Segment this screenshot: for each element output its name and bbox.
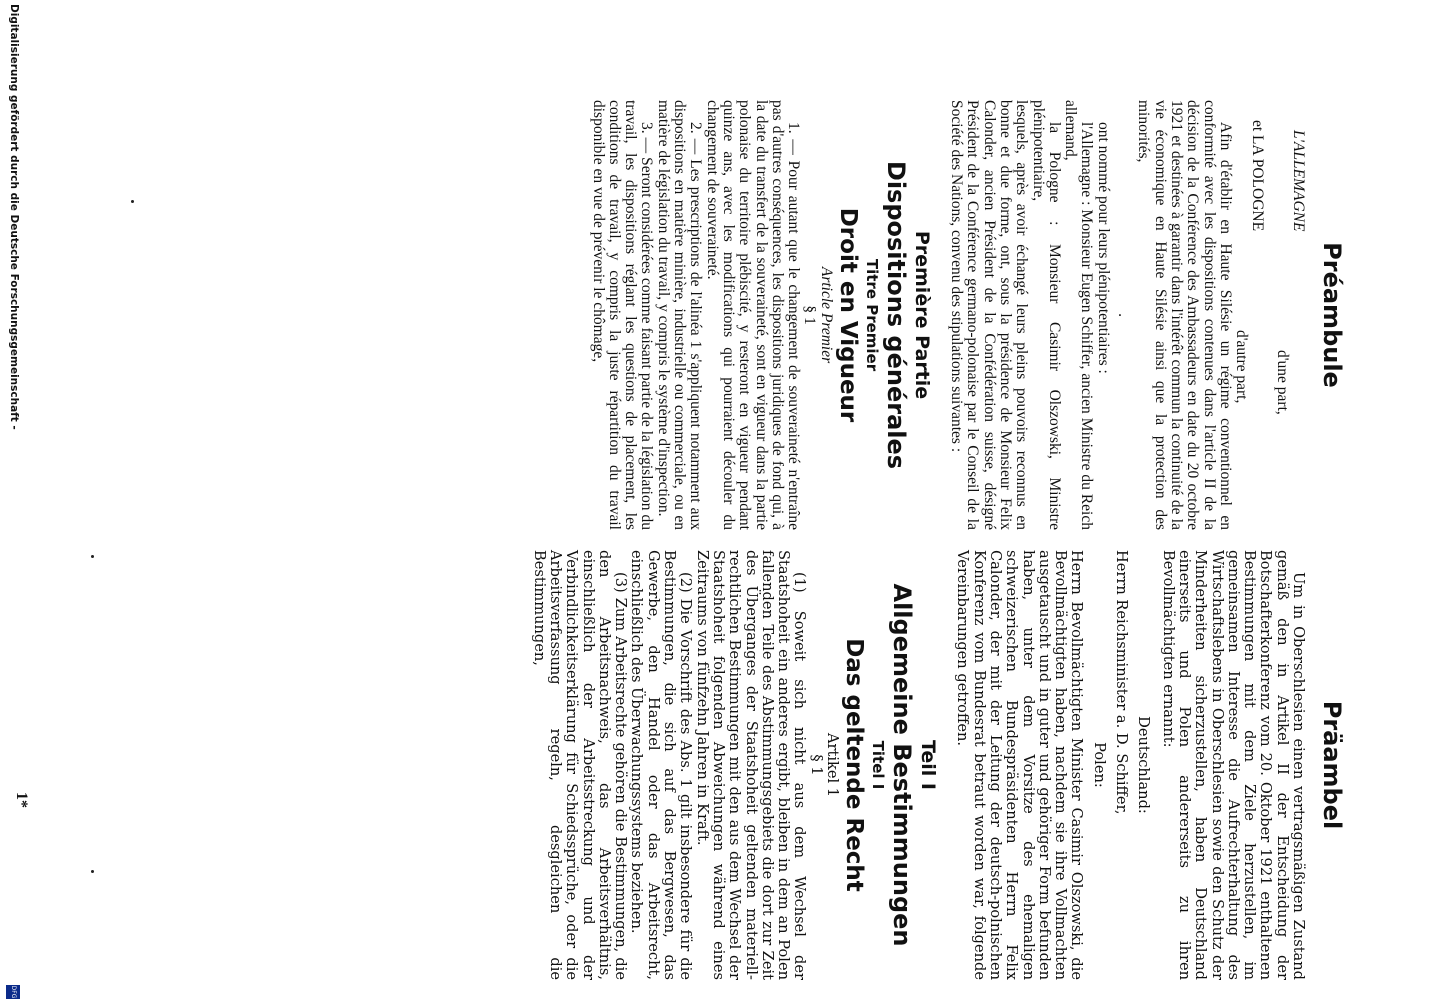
subsection-heading: Droit en Vigueur <box>834 207 861 423</box>
rotated-document-page: Préambule L'ALLEMAGNE d'une part, et LA POLOGNE d'autre part, Afin d'établir en Haute Silésie un régime conventionnel en conformité avec les dispositions contenues dans l'article II de la décision de la Conférence des Ambassadeurs en date du 20 octobre 1921 et destinées à garantir dans l'intérêt commun la continuité de la vie économique en Haute Silésie ainsi que la protection des minorités, . ont nommé pour leurs plénipotentiaires : l'Allemagne : Monsieur Eugen Schiffer, ancien Ministre du Reich allemand, la Pologne : Monsieur Casimir Olszowski, Ministre plénipotentiaire, lesquels, après avoir échangé leurs pleins pouvoirs reconnus en bonne et due forme, ont, sous la présidence de Monsieur Felix Calonder, ancien Président de la Confédération suisse, désigné Président de la Conférence germano-polonaise par le Conseil de la Société des Nations, convenu des stipulations suivantes : Première Partie Dispositions générales Titre Premier Droit en Vigueur Article Premier § 1 1. — Pour autant que le changement de souveraineté n'entraîne pas d'autres conséquences, les dispositions juridiques de fond qui, à la date du transfert de la souveraineté, sont en vigueur dans la partie polonaise du territoire plébiscité, y resteront en vigueur pendant quinze ans, avec les modifications qui pourraient découler du changement de souveraineté. 2. — Les prescriptions de l'alinéa 1 s'appliquent notamment aux dispositions en matière minière, industrielle ou commerciale, ou en matière de législation du travail, y compris le système d'inspection. 3. — Seront considérées comme faisant partie de la législation du travail, les dispositions réglant les questions de placement, les conditions de travail, y compris la juste répartition du travail disponible en vue de prévenir le chômage, Präambel Um in Oberschlesien einen vertragsmäßigen Zustand gemäß den in Artikel II der Entscheidung der Botschafterkonferenz vom 20. Oktober 1921 enthaltenen Bestimmungen mit dem Ziele herzustellen, im gemeinsamen Interesse die Aufrechterhaltung des Wirtschaftslebens in Oberschlesien sowie den Schutz der Minderheiten sicherzustellen, haben Deutschland einerseits und Polen andererseits zu ihren Bevollmächtigten ernannt: Deutschland: Herrn Reichsminister a. D. Schiffer, Polen: Herrn Bevollmächtigten Minister Casimir Olszowski, die Bevollmächtigten haben, nachdem sie ihre Vollmachten ausgetauscht und in guter und gehöriger Form befunden haben, unter dem Vorsitze des ehemaligen schweizerischen Bundespräsidenten Herrn Felix Calonder, der mit der Leitung der deutsch-polnischen Konferenz vom Bundesrat betraut worden war, folgende Vereinbarungen getroffen. Teil I Allgemeine Bestimmungen Titel I Das geltende Recht Artikel 1 § 1 (1) Soweit sich nicht aus dem Wechsel der Staatshoheit ein anderes ergibt, bleiben in dem an Polen fallenden Teile des Abstimmungsgebiets die dort zur Zeit des Überganges der Staatshoheit geltenden materiell-rechtlichen Bestimmungen mit den aus dem Wechsel der Staatshoheit folgenden Abweichungen während eines Zeitraums von fünfzehn Jahren in Kraft. (2) Die Vorschrift des Abs. 1 gilt insbesondere für die Bestimmungen, die sich auf das Bergwesen, das Gewerbe, den Handel oder das Arbeitsrecht, einschließlich des Überwachungssystems beziehen. (3) Zum Arbeitsrechte gehören die Bestimmungen, die den Arbeitsnachweis, das Arbeitsverhältnis, einschließlich der Arbeitsstreckung und der Verbindlichkeitserklärung für Schiedssprüche, oder die Arbeitsverfassung regeln, desgleichen die Bestimmungen, 1* Digitalisierung gefördert durch die Deutsche Forschungsgemeinschaft - DFG <box>0 0 1434 1000</box>
preamble-paragraph: l'Allemagne : Monsieur Eugen Schiffer, ancien Ministre du Reich allemand, <box>1062 100 1096 530</box>
preamble-paragraph: Um in Oberschlesien einen vertragsmäßigen Zustand gemäß den in Artikel II der Entscheidung der Botschafterkonferenz vom 20. Oktober 1921 enthaltenen Bestimmungen mit dem Ziele herzustellen, im gemeinsamen Interesse die Aufrechterhaltung des Wirtschaftslebens in Oberschlesien sowie den Schutz der Minderheiten sicherzustellen, haben Deutschland einerseits und Polen andererseits zu ihren Bevollmächtigten ernannt: <box>1159 550 1307 980</box>
dfg-logo: DFG <box>6 985 20 999</box>
article-heading: Article Premier <box>817 266 835 364</box>
section-heading: Allgemeine Bestimmungen <box>888 583 917 947</box>
paragraph-sign: § 1 <box>801 305 819 325</box>
article-heading: Artikel 1 <box>824 732 842 798</box>
preamble-title-fr: Préambule <box>1318 242 1346 388</box>
country-label: Deutschland: <box>1135 716 1153 814</box>
article-paragraph: 2. — Les prescriptions de l'alinéa 1 s'appliquent notamment aux dispositions en matière minière, industrielle ou commerciale, ou en matière de législation du travail, y compris le système d'inspection. <box>654 100 705 530</box>
preamble-paragraph: Afin d'établir en Haute Silésie un régime conventionnel en conformité avec les dispositions contenues dans l'article II de la décision de la Conférence des Ambassadeurs en date du 20 octobre 1921 et destinées à garantir dans l'intérêt commun la continuité de la vie économique en Haute Silésie ainsi que la protection des minorités, <box>1135 100 1234 530</box>
subsection-heading: Das geltende Recht <box>841 638 868 892</box>
section-heading: Dispositions générales <box>881 160 910 470</box>
article-paragraph: 3. — Seront considérées comme faisant partie de la législation du travail, les dispositions réglant les questions de placement, les conditions de travail, y compris la juste répartition du travail disponible en vue de prévenir le chômage, <box>589 100 656 530</box>
preamble-paragraph: lesquels, après avoir échangé leurs pleins pouvoirs reconnus en bonne et due forme, ont, sous la présidence de Monsieur Felix Calonder, ancien Président de la Confédération suisse, désigné Président de la Conférence germano-polonaise par le Conseil de la Société des Nations, convenu des stipulations suivantes : <box>948 100 1031 530</box>
funding-notice: Digitalisierung gefördert durch die Deutsche Forschungsgemeinschaft - <box>8 4 20 430</box>
party-text: d'une part, <box>1273 350 1291 415</box>
party-germany: L'ALLEMAGNE <box>1290 130 1307 232</box>
preamble-paragraph: ont nommé pour leurs plénipotentiaires : <box>1094 122 1112 374</box>
title-heading: Titel I <box>869 740 888 790</box>
article-paragraph: 1. — Pour autant que le changement de souveraineté n'entraîne pas d'autres conséquences, les dispositions juridiques de fond qui, à la date du transfert de la souveraineté, sont en vigueur dans la partie polonaise du territoire plébiscité, y resteront en vigueur pendant quinze ans, avec les modifications qui pourraient découler du changement de souveraineté. <box>703 100 803 530</box>
country-label: Polen: <box>1090 742 1108 788</box>
article-paragraph: (3) Zum Arbeitsrechte gehören die Bestimmungen, die den Arbeitsnachweis, das Arbeitsverhältnis, einschließlich der Arbeitsstreckung und der Verbindlichkeitserklärung für Schiedssprüche, oder die Arbeitsverfassung regeln, desgleichen die Bestimmungen, <box>530 550 630 980</box>
paragraph-sign: § 1 <box>807 754 825 776</box>
page-number: 1* <box>13 792 30 808</box>
preamble-paragraph: la Pologne : Monsieur Casimir Olszowski, Ministre plénipotentiaire, <box>1029 100 1063 530</box>
preamble-title-de: Präambel <box>1318 700 1346 830</box>
delegate-line: Herrn Reichsminister a. D. Schiffer, <box>1113 550 1131 815</box>
party-text: d'autre part, <box>1233 330 1251 404</box>
article-paragraph: (1) Soweit sich nicht aus dem Wechsel der Staatshoheit ein anderes ergibt, bleiben in dem an Polen fallenden Teile des Abstimmungsgebiets die dort zur Zeit des Überganges der Staatshoheit geltenden materiell-rechtlichen Bestimmungen mit den aus dem Wechsel der Staatshoheit folgenden Abweichungen während eines Zeitraums von fünfzehn Jahren in Kraft. <box>693 550 809 980</box>
article-paragraph: (2) Die Vorschrift des Abs. 1 gilt insbesondere für die Bestimmungen, die sich auf das Bergwesen, das Gewerbe, den Handel oder das Arbeitsrecht, einschließlich des Überwachungssystems beziehen. <box>628 550 695 980</box>
preamble-paragraph: Herrn Bevollmächtigten Minister Casimir Olszowski, die Bevollmächtigten haben, nachdem sie ihre Vollmachten ausgetauscht und in guter und gehöriger Form befunden haben, unter dem Vorsitze des ehemaligen schweizerischen Bundespräsidenten Herrn Felix Calonder, der mit der Leitung der deutsch-polnischen Konferenz vom Bundesrat betraut worden war, folgende Vereinbarungen getroffen. <box>954 550 1086 980</box>
part-heading: Première Partie <box>910 230 933 400</box>
part-heading: Teil I <box>917 739 940 791</box>
footer <box>0 0 22 1000</box>
title-heading: Titre Premier <box>862 258 881 372</box>
party-poland: et LA POLOGNE <box>1249 120 1267 232</box>
